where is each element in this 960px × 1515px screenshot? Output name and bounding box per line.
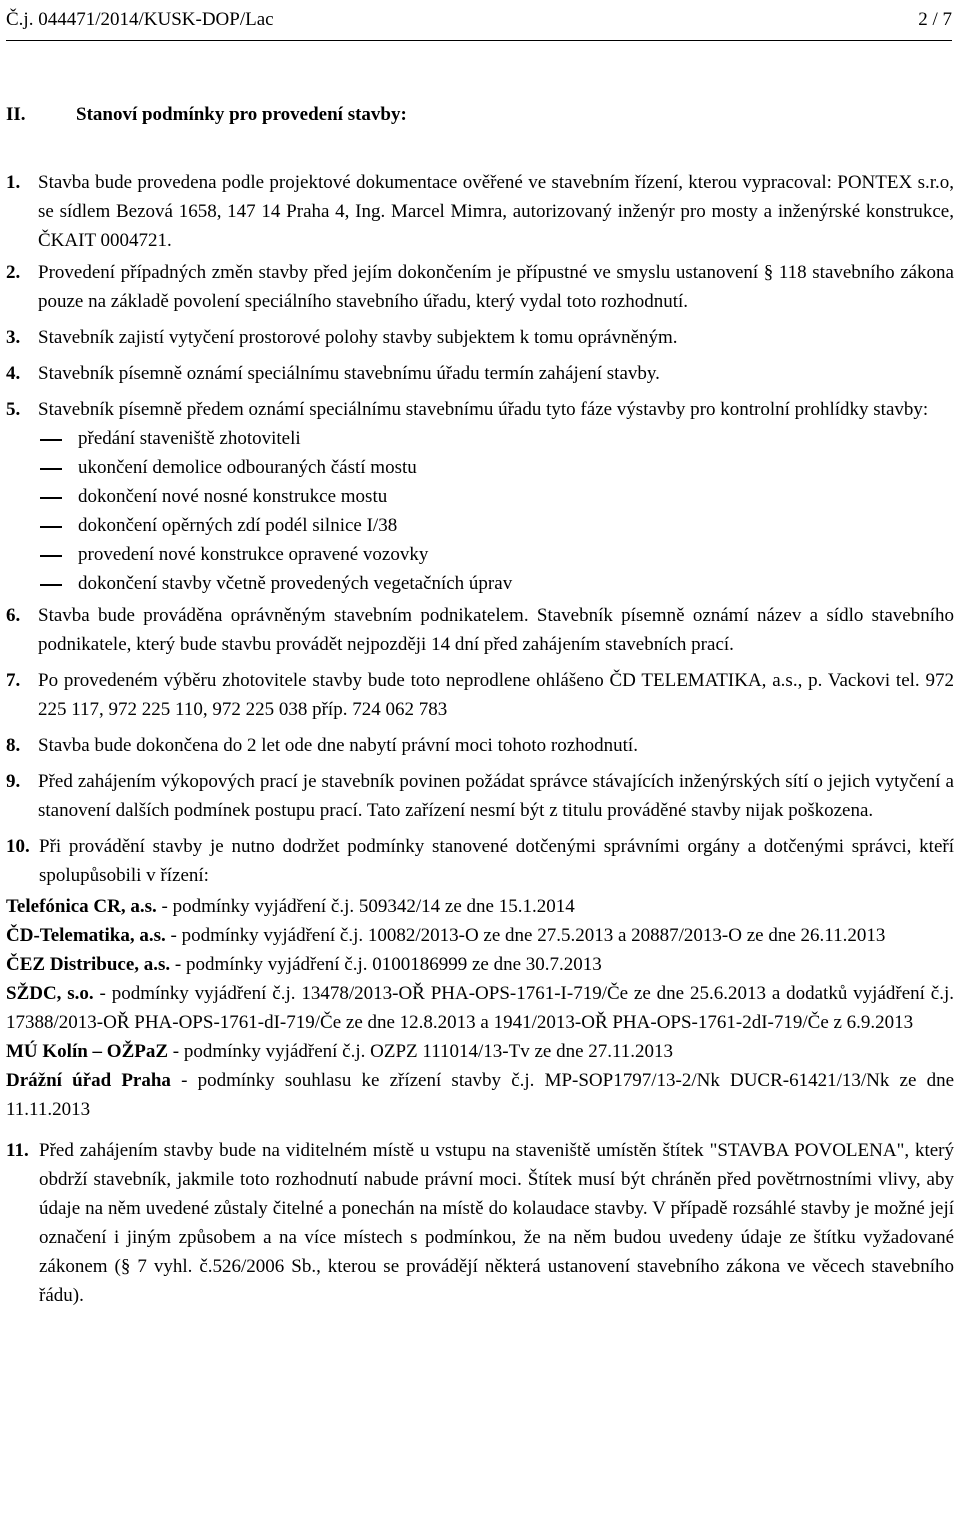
condition-item-10 [6,832,954,890]
condition-item-8 [6,731,954,760]
item-number: 8. [6,735,21,756]
authorities-list [6,892,954,1124]
authority-detail: - podmínky vyjádření č.j. OZPZ 111014/13-Tv ze dne 27.11.2013 [168,1041,674,1062]
reference-number: Č.j. 044471/2014/KUSK-DOP/Lac [6,9,274,30]
conditions-list [6,168,954,1310]
item-number: 9. [6,771,21,792]
authority-entry [6,921,954,950]
item-text: Stavebník písemně oznámí speciálnímu stavebnímu úřadu termín zahájení stavby. [38,363,660,384]
condition-item-9 [6,767,954,825]
item-text: Stavebník zajistí vytyčení prostorové polohy stavby subjektem k tomu oprávněným. [38,327,678,348]
item-number: 7. [6,670,21,691]
item-number: 1. [6,172,21,193]
condition-item-2 [6,258,954,316]
authority-detail: - podmínky vyjádření č.j. 0100186999 ze dne 30.7.2013 [170,954,602,975]
authority-name: MÚ Kolín – OŽPaZ [6,1041,169,1062]
section-number: II. [6,104,26,125]
page-header [6,6,952,41]
authority-detail: - podmínky vyjádření č.j. 509342/14 ze dne 15.1.2014 [156,896,575,917]
authority-name: Drážní úřad Praha [6,1070,171,1091]
item-number: 3. [6,327,21,348]
item-number: 4. [6,363,21,384]
item-number: 10. [6,836,30,857]
item-number: 6. [6,605,21,626]
item-text: Stavba bude prováděna oprávněným stavebním podnikatelem. Stavebník písemně oznámí název a sídlo stavebního podnikatele, který bude stavbu provádět nejpozději 14 dní před zahájením stavebních prací. [38,605,954,655]
item-text: Stavebník písemně předem oznámí speciálnímu stavebnímu úřadu tyto fáze výstavby pro kontrolní prohlídky stavby: [38,399,929,420]
phase-item: provedení nové konstrukce opravené vozovky [38,540,954,569]
authority-name: SŽDC, s.o. [6,983,94,1004]
condition-item-7 [6,666,954,724]
condition-item-3 [6,323,954,352]
condition-item-4 [6,359,954,388]
authority-entry [6,1066,954,1124]
condition-item-11 [6,1136,954,1310]
authority-entry [6,979,954,1037]
section-title: Stanoví podmínky pro provedení stavby: [76,104,407,125]
phase-item: ukončení demolice odbouraných částí mostu [38,453,954,482]
authority-entry [6,1037,954,1066]
phase-item: dokončení stavby včetně provedených vegetačních úprav [38,569,954,598]
section-heading [6,100,407,129]
condition-item-6 [6,601,954,659]
item-number: 5. [6,399,21,420]
item-number: 11. [6,1140,29,1161]
phase-item: dokončení opěrných zdí podél silnice I/38 [38,511,954,540]
authority-detail: - podmínky vyjádření č.j. 10082/2013-O ze dne 27.5.2013 a 20887/2013-O ze dne 26.11.2013 [165,925,886,946]
condition-item-5 [6,395,954,598]
item-text: Stavba bude provedena podle projektové dokumentace ověřené ve stavebním řízení, kterou vypracoval: PONTEX s.r.o, se sídlem Bezová 1658, 147 14 Praha 4, Ing. Marcel Mimra, autorizovaný inženýr pro mosty a inženýrské konstrukce, ČKAIT 0004721. [38,172,954,251]
phase-item: předání staveniště zhotoviteli [38,424,954,453]
item-text: Stavba bude dokončena do 2 let ode dne nabytí právní moci tohoto rozhodnutí. [38,735,638,756]
inspection-phases-list [38,424,954,598]
authority-entry [6,892,954,921]
authority-detail: - podmínky souhlasu ke zřízení stavby č.j. MP-SOP1797/13-2/Nk DUCR-61421/13/Nk ze dne 11.11.2013 [6,1070,954,1120]
item-text: Při provádění stavby je nutno dodržet podmínky stanovené dotčenými správními orgány a dotčenými správci, kteří spolupůsobili v řízení: [39,836,954,886]
authority-name: ČEZ Distribuce, a.s. [6,954,171,975]
page-number: 2 / 7 [918,9,952,30]
authority-detail: - podmínky vyjádření č.j. 13478/2013-OŘ PHA-OPS-1761-I-719/Če ze dne 25.6.2013 a dodatků vyjádření č.j. 17388/2013-OŘ PHA-OPS-1761-dI-719/Če ze dne 12.8.2013 a 1941/2013-OŘ PHA-OPS-1761-2dI-719/Če z 6.9.2013 [6,983,954,1033]
authority-entry [6,950,954,979]
condition-item-1 [6,168,954,255]
item-text: Provedení případných změn stavby před jejím dokončením je přípustné ve smyslu ustanovení § 118 stavebního zákona pouze na základě povolení speciálního stavebního úřadu, který vydal toto rozhodnutí. [38,262,954,312]
item-text: Před zahájením stavby bude na viditelném místě u vstupu na staveniště umístěn štítek "STAVBA POVOLENA", který obdrží stavebník, jakmile toto rozhodnutí nabude právní moci. Štítek musí být chráněn před povětrnostními vlivy, aby údaje na něm uvedené zůstaly čitelné a ponechán na místě do kolaudace stavby. V případě rozsáhlé stavby je možné její označení i jiným způsobem a na více místech s podmínkou, že na něm budou uvedeny údaje ze štítku vyžadované zákonem (§ 7 vyhl. č.526/2006 Sb., kterou se provádějí některá ustanovení stavebního zákona ve věcech stavebního řádu). [39,1140,954,1306]
authority-name: ČD-Telematika, a.s. [6,925,166,946]
authority-name: Telefónica CR, a.s. [6,896,157,917]
phase-item: dokončení nové nosné konstrukce mostu [38,482,954,511]
item-text: Po provedeném výběru zhotovitele stavby bude toto neprodlene ohlášeno ČD TELEMATIKA, a.s., p. Vackovi tel. 972 225 117, 972 225 110, 972 225 038 příp. 724 062 783 [38,670,954,720]
item-number: 2. [6,262,21,283]
item-text: Před zahájením výkopových prací je stavebník povinen požádat správce stávajících inženýrských sítí o jejich vytyčení a stanovení dalších podmínek postupu prací. Tato zařízení nesmí být z titulu prováděné stavby nijak poškozena. [38,771,954,821]
